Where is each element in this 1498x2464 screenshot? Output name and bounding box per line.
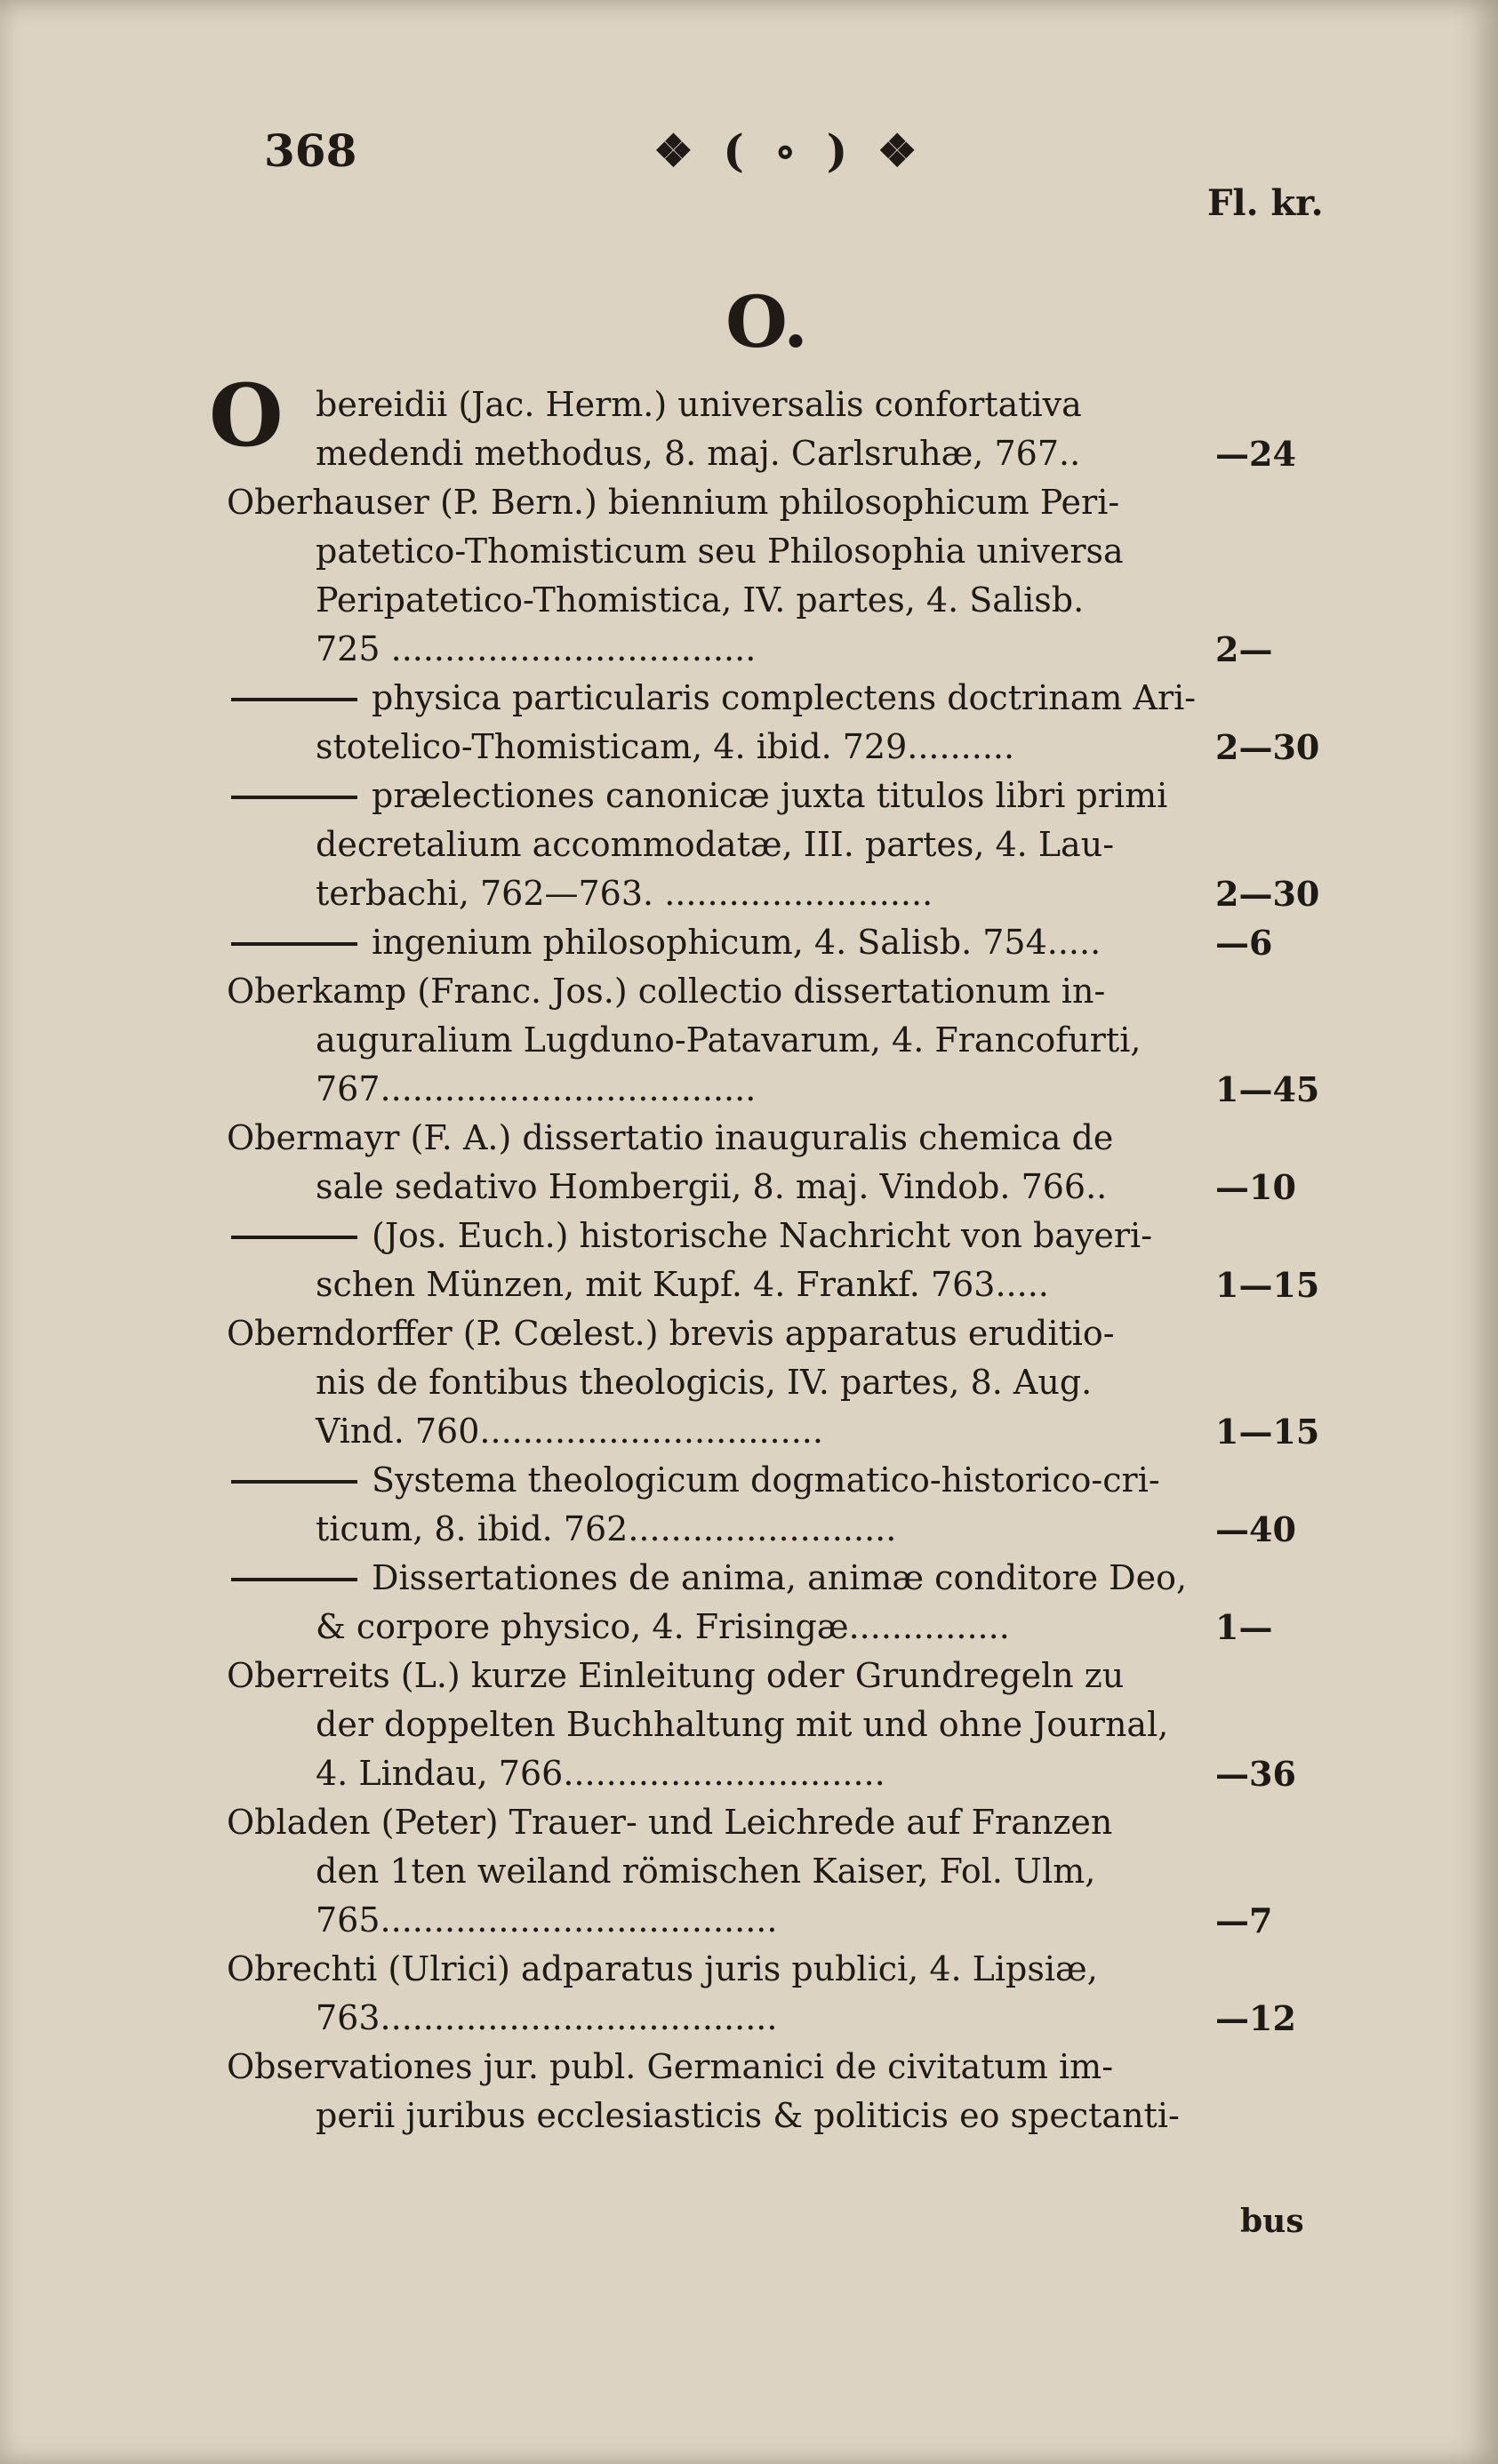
line-price: —7: [1215, 1900, 1273, 1940]
catalog-line: [227, 674, 1356, 723]
catalog-line: [227, 1065, 1356, 1114]
section-letter: O.: [725, 280, 808, 364]
line-text: den 1ten weiland römischen Kaiser, Fol. Ulm,: [316, 1852, 1096, 1891]
line-price: —36: [1215, 1754, 1296, 1794]
page-number: 368: [264, 124, 357, 177]
line-text: sale sedativo Hombergii, 8. maj. Vindob. 766..: [316, 1167, 1108, 1206]
catalog-line: [227, 576, 1356, 625]
line-text: 725 ..................................: [316, 629, 757, 668]
catalog-line: [227, 1847, 1356, 1896]
line-text: Observationes jur. publ. Germanici de civitatum im-: [227, 2047, 1114, 2086]
catalog-line: [227, 1260, 1356, 1309]
line-text: schen Münzen, mit Kupf. 4. Frankf. 763.....: [316, 1265, 1049, 1304]
catalog-line: [227, 1212, 1356, 1260]
line-text: Peripatetico-Thomistica, IV. partes, 4. Salisb.: [316, 580, 1085, 620]
ditto-dash: [231, 698, 357, 701]
line-price: —10: [1215, 1167, 1296, 1207]
line-price: —12: [1215, 1998, 1296, 2038]
ditto-dash: [231, 1236, 357, 1239]
catalog-line: [227, 2092, 1356, 2140]
line-price: —6: [1215, 923, 1273, 963]
catalog-line: [227, 1896, 1356, 1945]
catalog-line: [227, 1994, 1356, 2043]
line-text: patetico-Thomisticum seu Philosophia universa: [316, 532, 1124, 571]
line-text: (Jos. Euch.) historische Nachricht von bayeri-: [372, 1216, 1153, 1255]
ditto-dash: [231, 942, 357, 946]
price-column-heading: Fl. kr.: [1207, 182, 1324, 224]
line-text: & corpore physico, 4. Frisingæ...............: [316, 1607, 1010, 1646]
line-text: auguralium Lugduno-Patavarum, 4. Francofurti,: [316, 1020, 1142, 1060]
catalog-line: [227, 869, 1356, 918]
line-text: terbachi, 762—763. .........................: [316, 874, 933, 913]
line-text: Oberndorffer (P. Cœlest.) brevis apparatus eruditio-: [227, 1314, 1115, 1353]
line-text: Dissertationes de anima, animæ conditore Deo,: [372, 1558, 1188, 1597]
catalog-line: [227, 1358, 1356, 1407]
catalog-line: [227, 967, 1356, 1016]
catalog-line: [227, 1652, 1356, 1700]
line-text: 4. Lindau, 766..............................: [316, 1754, 885, 1793]
line-text: 765.....................................: [316, 1900, 778, 1940]
catchword: bus: [1240, 2203, 1304, 2240]
header-ornament: ❖ ( ∘ ) ❖: [653, 124, 925, 177]
ditto-dash: [231, 796, 357, 799]
catalog-line: [227, 820, 1356, 869]
catalog-line: [227, 429, 1356, 478]
line-text: Oberkamp (Franc. Jos.) collectio dissertationum in-: [227, 972, 1106, 1011]
line-price: —40: [1215, 1509, 1296, 1549]
line-text: decretalium accommodatæ, III. partes, 4. Lau-: [316, 825, 1115, 864]
line-price: 2—: [1215, 629, 1273, 669]
catalog-line: [227, 1163, 1356, 1212]
catalog-line: [227, 723, 1356, 772]
catalog-line: [227, 1700, 1356, 1749]
catalog-entries: [209, 365, 1356, 2140]
line-price: 2—30: [1215, 874, 1320, 914]
line-text: Obermayr (F. A.) dissertatio inauguralis chemica de: [227, 1118, 1114, 1157]
line-text: Obladen (Peter) Trauer- und Leichrede auf Franzen: [227, 1803, 1113, 1842]
catalog-line: [227, 1749, 1356, 1798]
line-price: 1—15: [1215, 1412, 1320, 1452]
catalog-line: [227, 1309, 1356, 1358]
line-text: 767...................................: [316, 1069, 757, 1108]
line-price: 1—: [1215, 1607, 1273, 1647]
line-price: —24: [1215, 434, 1296, 474]
line-text: perii juribus ecclesiasticis & politicis eo spectanti-: [316, 2096, 1180, 2135]
line-text: medendi methodus, 8. maj. Carlsruhæ, 767..: [316, 434, 1081, 473]
catalog-line: [227, 1456, 1356, 1505]
line-text: physica particularis complectens doctrinam Ari-: [372, 678, 1197, 717]
catalog-line: [227, 478, 1356, 527]
line-text: ingenium philosophicum, 4. Salisb. 754.....: [372, 923, 1101, 962]
line-text: bereidii (Jac. Herm.) universalis confortativa: [316, 385, 1082, 424]
line-price: 2—30: [1215, 727, 1320, 767]
catalog-line: [227, 1945, 1356, 1994]
line-text: prælectiones canonicæ juxta titulos libri primi: [372, 776, 1168, 815]
line-text: Obrechti (Ulrici) adparatus juris publici, 4. Lipsiæ,: [227, 1949, 1098, 1988]
catalog-line: [227, 2043, 1356, 2092]
catalog-line: [227, 1505, 1356, 1554]
catalog-line: [227, 772, 1356, 820]
catalog-line: [227, 1016, 1356, 1065]
line-price: 1—45: [1215, 1069, 1320, 1109]
line-text: der doppelten Buchhaltung mit und ohne Journal,: [316, 1705, 1169, 1744]
line-text: Oberreits (L.) kurze Einleitung oder Grundregeln zu: [227, 1656, 1125, 1695]
drop-cap-initial: O: [209, 365, 284, 466]
ditto-dash: [231, 1578, 357, 1581]
catalog-line: [227, 527, 1356, 576]
line-text: Vind. 760................................: [316, 1412, 823, 1451]
catalog-line: [227, 1407, 1356, 1456]
line-price: 1—15: [1215, 1265, 1320, 1305]
line-text: nis de fontibus theologicis, IV. partes, 8. Aug.: [316, 1363, 1093, 1402]
catalog-line: [227, 625, 1356, 674]
catalog-line: [227, 1114, 1356, 1163]
line-text: stotelico-Thomisticam, 4. ibid. 729..........: [316, 727, 1015, 766]
catalog-line: [227, 1554, 1356, 1603]
catalog-line: [227, 918, 1356, 967]
ditto-dash: [231, 1480, 357, 1484]
line-text: Oberhauser (P. Bern.) biennium philosophicum Peri-: [227, 483, 1120, 522]
line-text: 763.....................................: [316, 1998, 778, 2037]
line-text: ticum, 8. ibid. 762.........................: [316, 1509, 897, 1548]
catalog-line: [227, 1798, 1356, 1847]
catalog-line: [227, 1603, 1356, 1652]
line-text: Systema theologicum dogmatico-historico-cri-: [372, 1460, 1160, 1500]
